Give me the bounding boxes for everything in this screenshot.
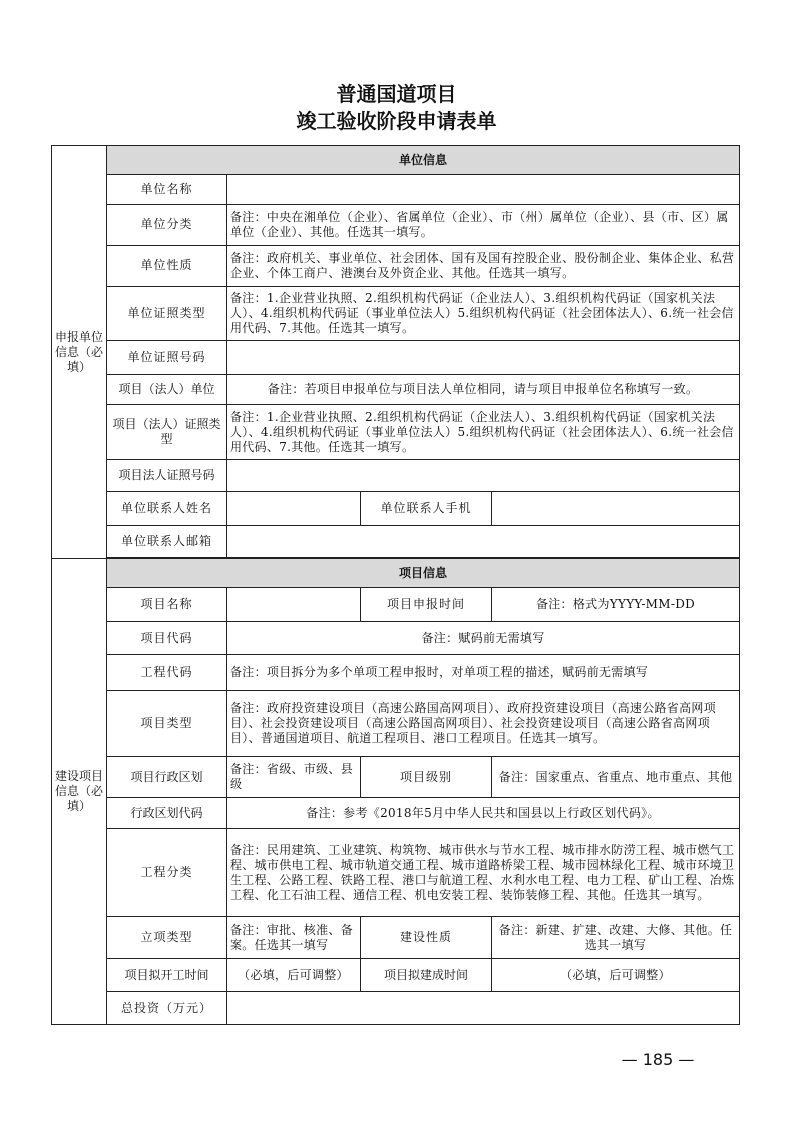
legal-license-type-label: 项目（法人）证照类型	[107, 405, 227, 460]
document-title-line1: 普通国道项目	[336, 82, 457, 106]
approval-type-label: 立项类型	[107, 917, 227, 959]
legal-license-no-label: 项目法人证照号码	[107, 459, 227, 491]
construction-nature-field[interactable]: 备注：新建、扩建、改建、大修、其他。任选其一填写	[492, 917, 740, 959]
unit-section-side-label: 申报单位信息（必填）	[52, 146, 107, 559]
admin-division-field[interactable]: 备注：省级、市级、县级	[227, 757, 361, 798]
legal-unit-label: 项目（法人）单位	[107, 374, 227, 404]
legal-license-type-field[interactable]: 备注：1.企业营业执照、2.组织机构代码证（企业法人）、3.组织机构代码证（国家机关法人）、4.组织机构代码证（事业单位法人）5.组织机构代码证（社会团体法人）、6.统一社会信用代码、7.其他。任选其一填写。	[227, 405, 740, 460]
planned-start-field[interactable]: （必填，后可调整）	[227, 958, 361, 991]
contact-email-field[interactable]	[227, 525, 740, 557]
legal-license-no-field[interactable]	[227, 459, 740, 491]
report-time-label: 项目申报时间	[361, 588, 492, 621]
project-name-label: 项目名称	[107, 588, 227, 621]
project-name-field[interactable]	[227, 588, 361, 621]
division-code-field[interactable]: 备注：参考《2018年5月中华人民共和国县以上行政区划代码》。	[227, 797, 740, 828]
unit-nature-field[interactable]: 备注：政府机关、事业单位、社会团体、国有及国有控股企业、股份制企业、集体企业、私营企业、个体工商户、港澳台及外资企业、其他。任选其一填写。	[227, 246, 740, 287]
license-no-field[interactable]	[227, 341, 740, 374]
project-info-header: 项目信息	[107, 559, 740, 588]
contact-email-label: 单位联系人邮箱	[107, 525, 227, 557]
project-level-label: 项目级别	[361, 757, 492, 798]
planned-finish-field[interactable]: （必填，后可调整）	[492, 958, 740, 991]
planned-start-label: 项目拟开工时间	[107, 958, 227, 991]
total-investment-label: 总投资（万元）	[107, 992, 227, 1025]
contact-name-label: 单位联系人姓名	[107, 492, 227, 525]
construction-nature-label: 建设性质	[361, 917, 492, 959]
project-section-side-label: 建设项目信息（必填）	[52, 559, 107, 1025]
engineering-category-label: 工程分类	[107, 829, 227, 917]
document-title-line2: 竣工验收阶段申请表单	[296, 109, 497, 133]
license-type-label: 单位证照类型	[107, 286, 227, 341]
license-no-label: 单位证照号码	[107, 341, 227, 374]
approval-type-field[interactable]: 备注：审批、核准、备案。任选其一填写	[227, 917, 361, 959]
project-code-label: 项目代码	[107, 621, 227, 654]
admin-division-label: 项目行政区划	[107, 757, 227, 798]
planned-finish-label: 项目拟建成时间	[361, 958, 492, 991]
report-time-field[interactable]: 备注：格式为YYYY-MM-DD	[492, 588, 740, 621]
unit-name-label: 单位名称	[107, 175, 227, 204]
division-code-label: 行政区划代码	[107, 797, 227, 828]
unit-nature-label: 单位性质	[107, 246, 227, 287]
project-code-field[interactable]: 备注：赋码前无需填写	[227, 621, 740, 654]
total-investment-field[interactable]	[227, 992, 740, 1025]
license-type-field[interactable]: 备注：1.企业营业执照、2.组织机构代码证（企业法人）、3.组织机构代码证（国家机关法人）、4.组织机构代码证（事业单位法人）5.组织机构代码证（社会团体法人）、6.统一社会信用代码、7.其他。任选其一填写。	[227, 286, 740, 341]
engineering-code-field[interactable]: 备注：项目拆分为多个单项工程申报时，对单项工程的描述，赋码前无需填写	[227, 655, 740, 690]
contact-phone-label: 单位联系人手机	[361, 492, 492, 525]
engineering-code-label: 工程代码	[107, 655, 227, 690]
contact-name-field[interactable]	[227, 492, 361, 525]
contact-phone-field[interactable]	[492, 492, 740, 525]
unit-info-header: 单位信息	[107, 146, 740, 175]
project-type-field[interactable]: 备注：政府投资建设项目（高速公路国高网项目）、政府投资建设项目（高速公路省高网项目）、社会投资建设项目（高速公路国高网项目）、社会投资建设项目（高速公路省高网项目）、普通国道项目、航道工程项目、港口工程项目。任选其一填写。	[227, 690, 740, 757]
project-type-label: 项目类型	[107, 690, 227, 757]
page-number: — 185 —	[621, 1050, 695, 1069]
unit-name-field[interactable]	[227, 175, 740, 204]
unit-type-field[interactable]: 备注：中央在湘单位（企业）、省属单位（企业）、市（州）属单位（企业）、县（市、区）属单位（企业）、其他。任选其一填写。	[227, 204, 740, 246]
unit-type-label: 单位分类	[107, 204, 227, 246]
application-form-table	[51, 145, 740, 1025]
engineering-category-field[interactable]: 备注：民用建筑、工业建筑、构筑物、城市供水与节水工程、城市排水防涝工程、城市燃气工程、城市供电工程、城市轨道交通工程、城市道路桥梁工程、城市园林绿化工程、城市环境卫生工程、公路工程、铁路工程、港口与航道工程、水利水电工程、电力工程、矿山工程、冶炼工程、化工石油工程、通信工程、机电安装工程、装饰装修工程、其他。任选其一填写。	[227, 829, 740, 917]
legal-unit-field[interactable]: 备注：若项目申报单位与项目法人单位相同，请与项目申报单位名称填写一致。	[227, 374, 740, 404]
project-level-field[interactable]: 备注：国家重点、省重点、地市重点、其他	[492, 757, 740, 798]
